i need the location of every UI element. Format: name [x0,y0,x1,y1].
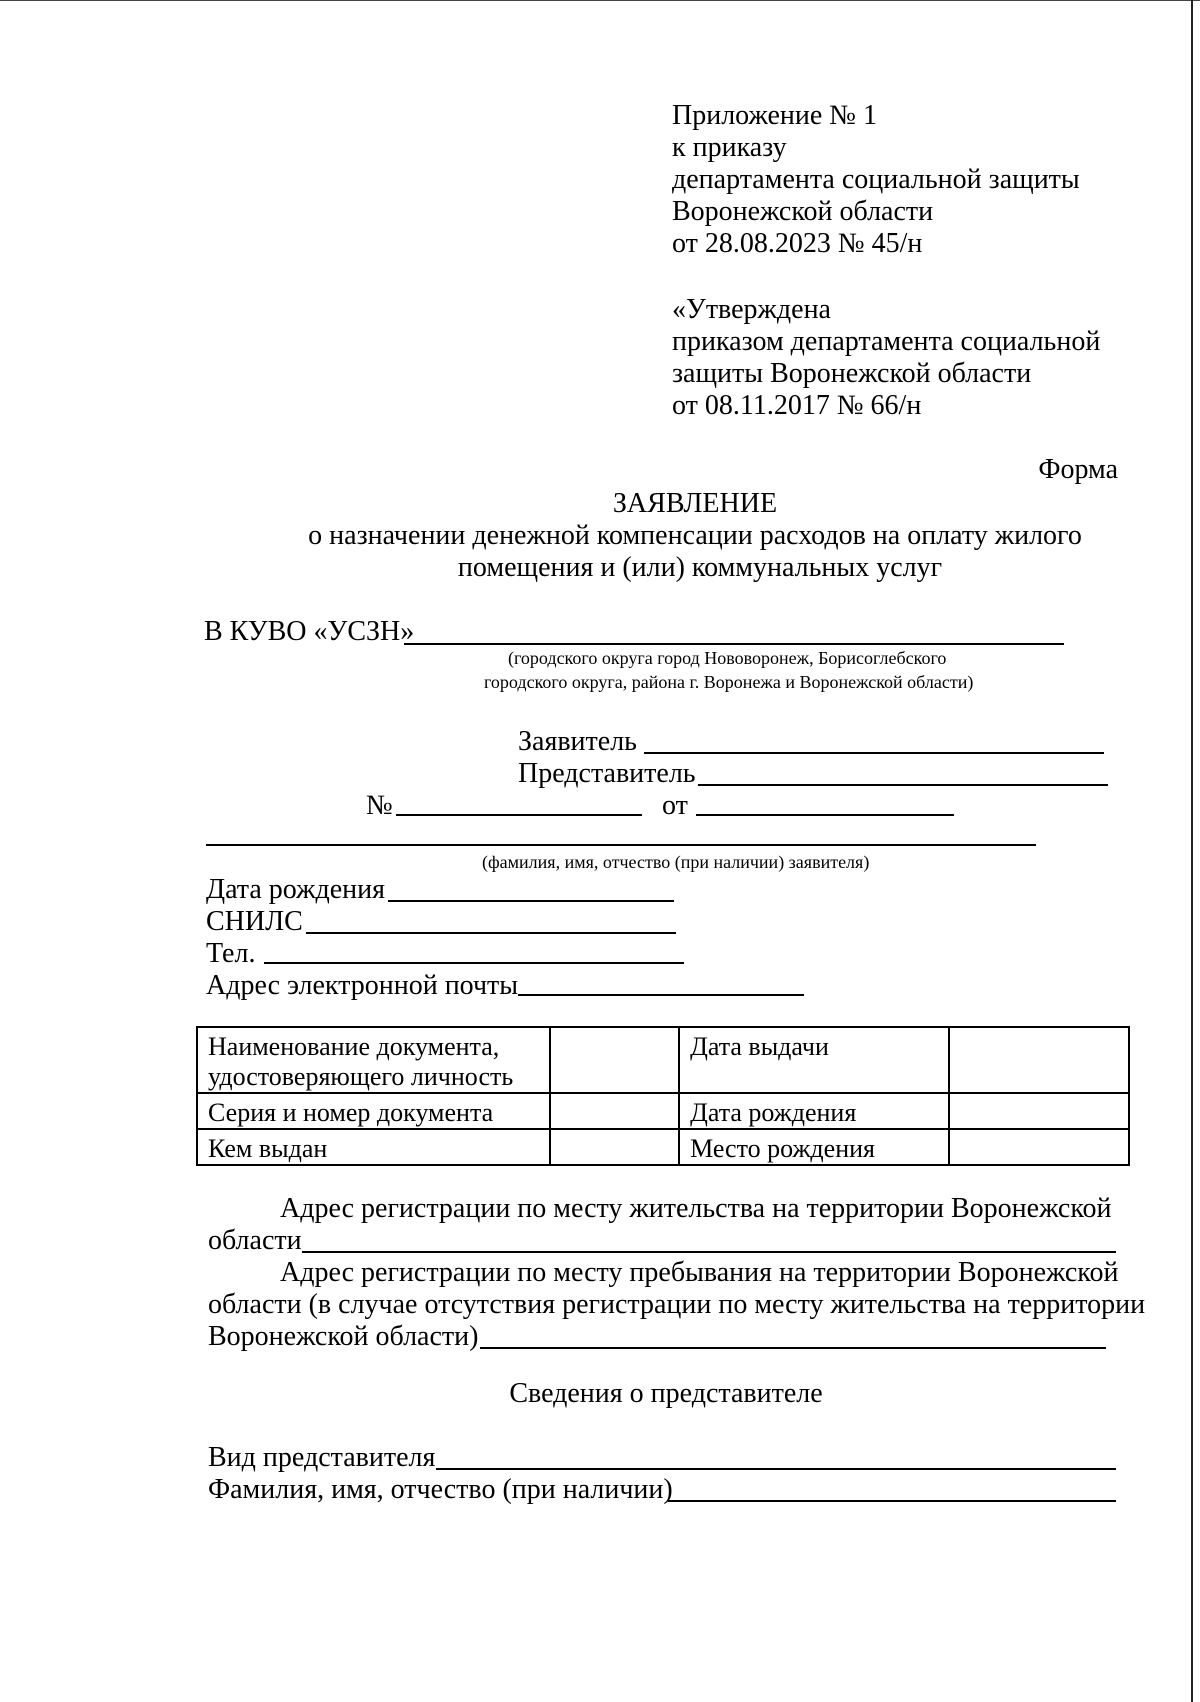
table-value-cell[interactable] [550,1129,680,1165]
appendix-line: департамента социальной защиты [672,164,1080,195]
recipient-label: В КУВО «УСЗН» [204,616,415,647]
stay-address-text: Адрес регистрации по месту пребывания на территории Воронежской [280,1257,1119,1288]
id-document-table [196,1026,1130,1166]
representative-section-title: Сведения о представителе [509,1378,823,1409]
from-label: от [662,790,688,821]
email-field[interactable] [518,994,804,996]
table-label-cell: Место рождения [679,1129,948,1165]
birth-date-field[interactable] [388,900,674,902]
table-row [197,1093,1129,1129]
representative-fio-field[interactable] [668,1500,1116,1502]
appendix-line: Воронежской области [672,196,934,227]
approved-line: «Утверждена [672,294,831,325]
table-value-cell[interactable] [949,1129,1129,1165]
approved-line: защиты Воронежской области [672,358,1032,389]
residence-address-field[interactable] [302,1251,1116,1253]
stay-address-text: области (в случае отсутствия регистрации по месту жительства на территории [208,1289,1146,1320]
recipient-field[interactable] [404,643,1064,645]
stay-address-field[interactable] [480,1347,1106,1349]
applicant-label: Заявитель [518,726,637,757]
fio-hint: (фамилия, имя, отчество (при наличии) заявителя) [482,852,870,872]
scan-edge-top [0,0,1200,1]
recipient-hint: (городского округа город Нововоронеж, Борисоглебского [508,648,947,668]
table-row [197,1129,1129,1165]
table-value-cell[interactable] [550,1093,680,1129]
table-value-cell[interactable] [949,1093,1129,1129]
document-subtitle: помещения и (или) коммунальных услуг [457,552,943,583]
phone-field[interactable] [264,962,684,964]
table-row [197,1027,1129,1093]
number-label: № [366,790,393,821]
birth-date-label: Дата рождения [206,874,385,905]
table-label-cell: Кем выдан [197,1129,550,1165]
residence-address-text: Адрес регистрации по месту жительства на территории Воронежской [280,1193,1112,1224]
stay-address-text: Воронежской области) [208,1321,479,1352]
document-subtitle: о назначении денежной компенсации расходов на оплату жилого [308,520,1082,551]
from-date-field[interactable] [696,814,954,816]
recipient-hint: городского округа, района г. Воронежа и Воронежской области) [484,672,974,692]
snils-label: СНИЛС [206,906,303,937]
representative-type-label: Вид представителя [208,1442,436,1473]
appendix-line: Приложение № 1 [672,100,877,131]
number-field[interactable] [396,814,642,816]
scan-edge-right [1191,0,1193,1702]
fio-field[interactable] [206,844,1036,846]
form-label: Форма [1038,454,1118,485]
phone-label: Тел. [206,938,256,969]
table-value-cell[interactable] [949,1027,1129,1093]
representative-type-field[interactable] [436,1468,1116,1470]
representative-field[interactable] [698,784,1108,786]
table-value-cell[interactable] [550,1027,680,1093]
email-label: Адрес электронной почты [206,970,519,1001]
approved-line: приказом департамента социальной [672,326,1101,357]
representative-fio-label: Фамилия, имя, отчество (при наличии) [208,1474,673,1505]
representative-label: Представитель [518,758,696,789]
document-title: ЗАЯВЛЕНИЕ [612,488,778,519]
appendix-line: к приказу [672,132,787,163]
table-label-cell: Наименование документа, удостоверяющего личность [197,1027,550,1093]
applicant-field[interactable] [644,752,1104,754]
snils-field[interactable] [306,932,676,934]
table-label-cell: Серия и номер документа [197,1093,550,1129]
appendix-line: от 28.08.2023 № 45/н [672,228,923,259]
residence-address-text: области [208,1225,302,1256]
table-label-cell: Дата рождения [679,1093,948,1129]
approved-line: от 08.11.2017 № 66/н [672,390,922,421]
table-label-cell: Дата выдачи [679,1027,948,1093]
